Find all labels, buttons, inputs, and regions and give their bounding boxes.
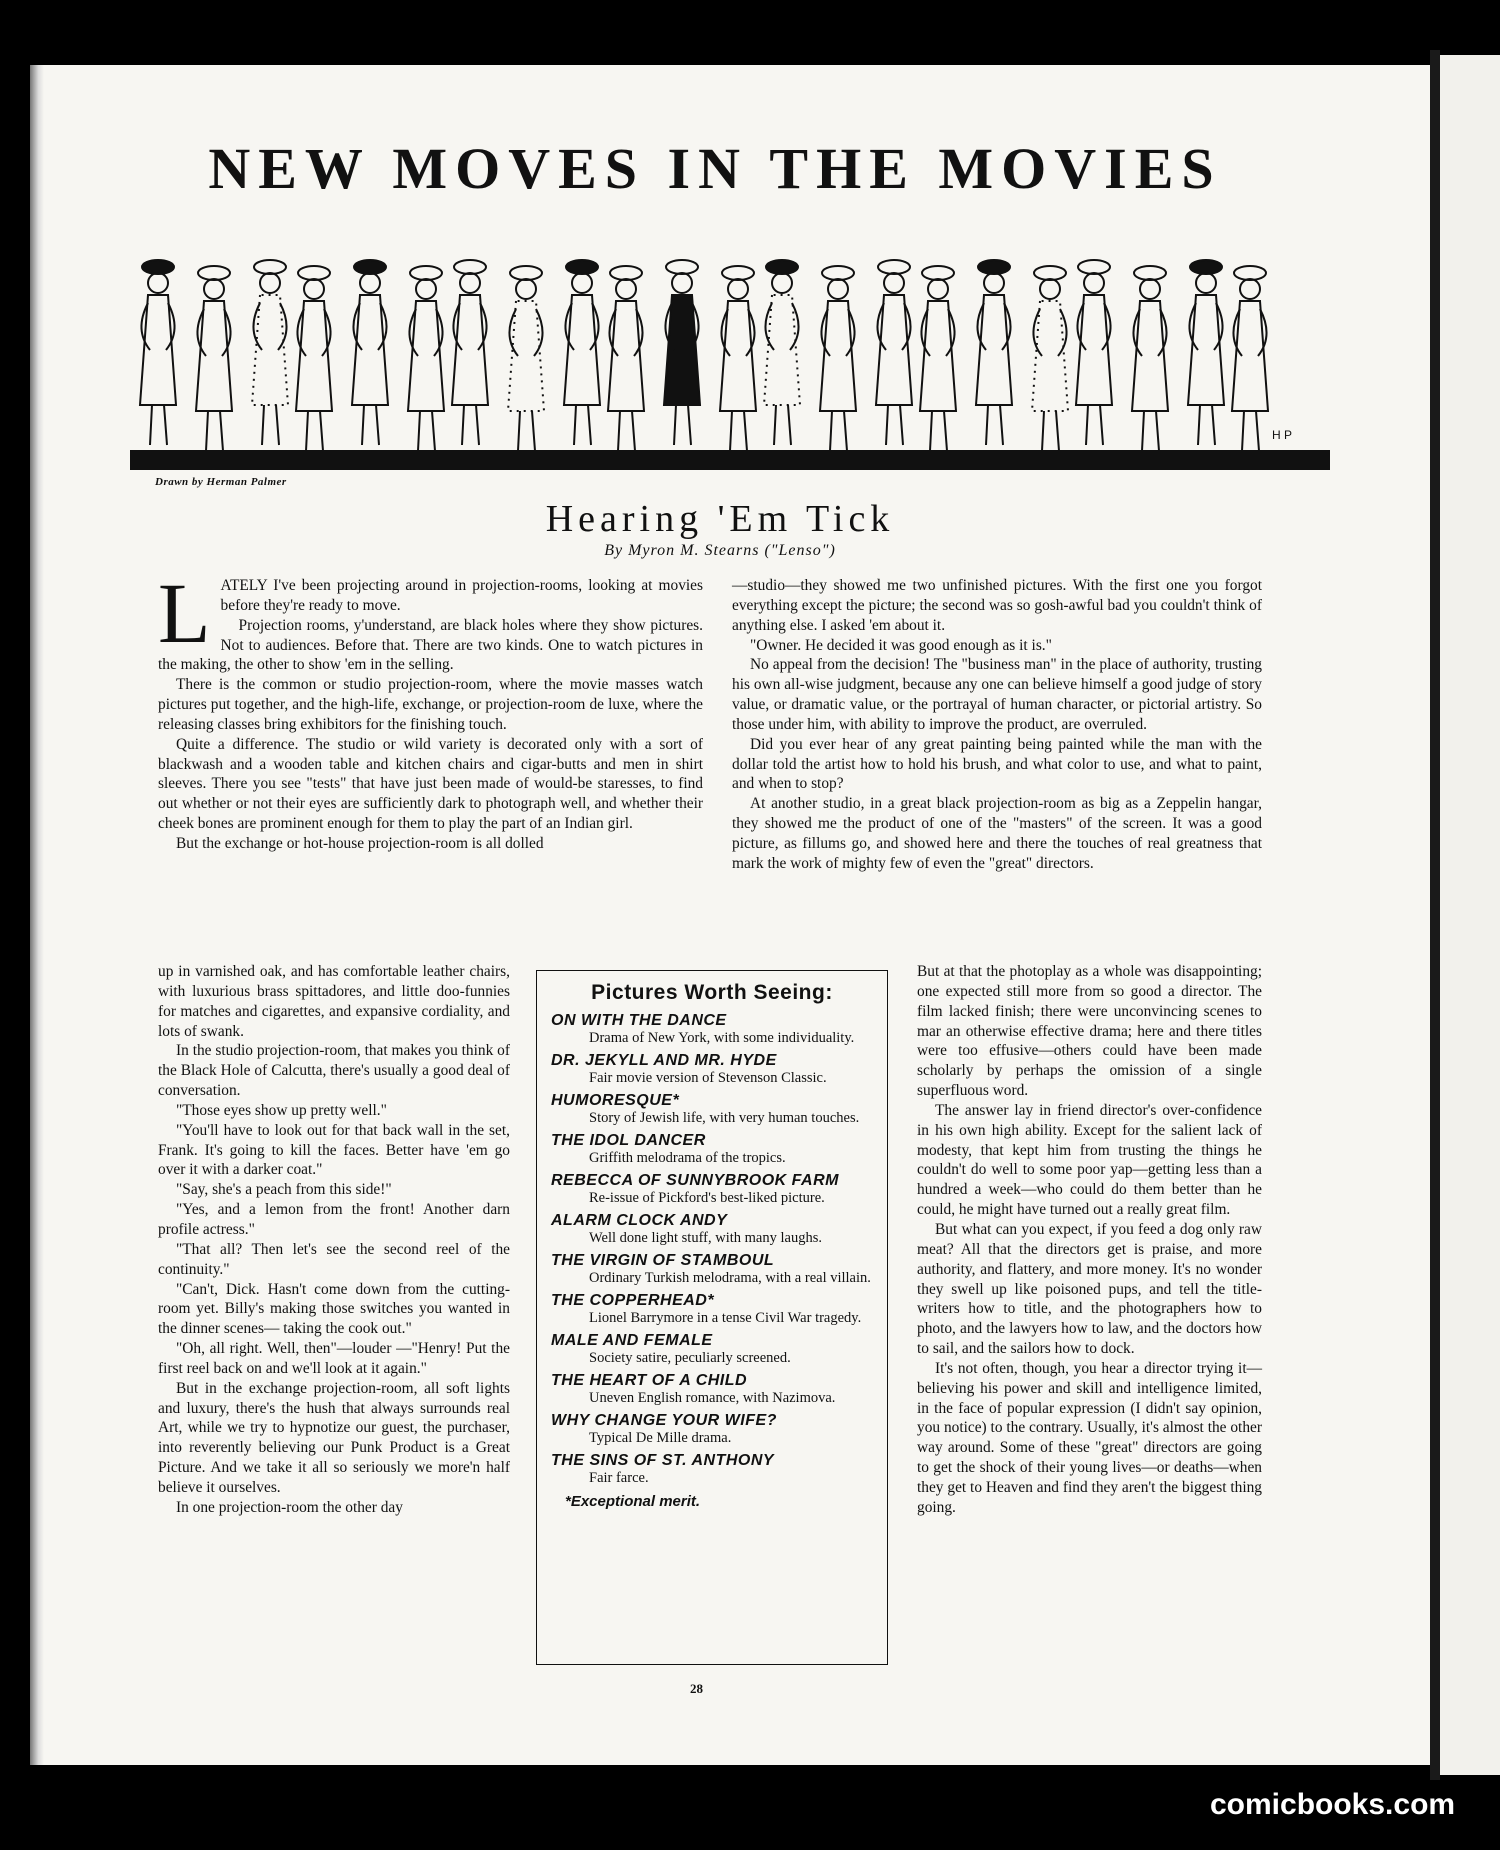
page-number: 28 bbox=[690, 1681, 703, 1696]
facing-page-edge bbox=[1440, 55, 1500, 1775]
right-column bbox=[732, 576, 1262, 874]
sidebar-entry bbox=[551, 1411, 875, 1447]
article-paragraph: —studio—they showed me two unfinished pictures. With the first one you forgot everything except the picture; the second was so gosh-awful bad you couldn't think of anything else. I asked 'em about it. bbox=[732, 577, 1262, 634]
film-title: ON WITH THE DANCE bbox=[551, 1012, 727, 1029]
article-paragraph: "Can't, Dick. Hasn't come down from the cutting-room yet. Billy's making those switches you wanted in the dinner scenes— taking the cook out." bbox=[158, 1280, 510, 1338]
film-title: WHY CHANGE YOUR WIFE? bbox=[551, 1412, 777, 1429]
film-description: Society satire, peculiarly screened. bbox=[589, 1350, 791, 1366]
crowd-figure bbox=[1076, 260, 1112, 445]
crowd-figure bbox=[252, 260, 288, 445]
sidebar-entry bbox=[551, 1051, 875, 1087]
film-description: Fair farce. bbox=[589, 1470, 649, 1486]
film-description: Ordinary Turkish melodrama, with a real villain. bbox=[589, 1270, 871, 1286]
crowd-figure bbox=[764, 260, 800, 445]
crowd-figure bbox=[408, 266, 444, 451]
crowd-figure bbox=[1232, 266, 1268, 451]
film-title: HUMORESQUE* bbox=[551, 1092, 680, 1109]
crowd-figure bbox=[608, 266, 644, 451]
crowd-figure bbox=[976, 260, 1012, 445]
article-paragraph: "Oh, all right. Well, then"—louder —"Henry! Put the first reel back on and we'll look at it again." bbox=[158, 1340, 510, 1377]
article-paragraph: At another studio, in a great black projection-room as big as a Zeppelin hangar, they showed me the product of one of the "masters" of the screen. It was a good picture, as fillums go, and showed here and there the touches of real greatness that mark the work of mighty few of even the "great" directors. bbox=[732, 795, 1262, 872]
illustration-banner bbox=[130, 255, 1330, 470]
illustration-credit: Drawn by Herman Palmer bbox=[155, 476, 287, 488]
crowd-figure bbox=[296, 266, 332, 451]
article-title: Hearing 'Em Tick bbox=[545, 498, 895, 540]
sidebar-entry bbox=[551, 1011, 875, 1047]
sidebar-entry bbox=[551, 1451, 875, 1487]
article-paragraph: "You'll have to look out for that back wall in the set, Frank. It's going to kill the faces. Better have 'em go over it with a darker coat." bbox=[158, 1121, 510, 1179]
crowd-illustration bbox=[130, 255, 1330, 470]
crowd-figure bbox=[452, 260, 488, 445]
film-title: THE HEART OF A CHILD bbox=[551, 1372, 748, 1389]
crowd-figure bbox=[564, 260, 600, 445]
film-title: MALE AND FEMALE bbox=[551, 1332, 713, 1349]
article-paragraph: "Owner. He decided it was good enough as it is." bbox=[750, 636, 1052, 654]
binding-gutter bbox=[1430, 50, 1440, 1780]
film-description: Fair movie version of Stevenson Classic. bbox=[589, 1070, 827, 1086]
film-description: Story of Jewish life, with very human touches. bbox=[589, 1110, 860, 1126]
page-edge-shadow bbox=[30, 65, 44, 1765]
film-title: THE VIRGIN OF STAMBOUL bbox=[551, 1252, 775, 1269]
article-paragraph: "That all? Then let's see the second reel of the continuity." bbox=[158, 1240, 510, 1278]
article-paragraph: It's not often, though, you hear a director trying it—believing his power and skill and intelligence limited, in the face of popular expression (I didn't say opinion, you notice) to the contrary. Usually, it's almost the other way around. Some of these "great" directors are going to get the shock of their young lives—or deaths—when they get to Heaven and find they aren't the biggest thing going. bbox=[917, 1359, 1262, 1516]
left-column bbox=[158, 565, 703, 854]
article-paragraph: LATELY I've been projecting around in projection-rooms, looking at movies before they're ready to move. bbox=[158, 565, 703, 661]
sidebar-entry bbox=[551, 1131, 875, 1167]
film-description: Well done light stuff, with many laughs. bbox=[589, 1230, 822, 1246]
left-narrow-column bbox=[158, 962, 510, 1518]
article-paragraph: No appeal from the decision! The "business man" in the place of authority, trusting his own all-wise judgment, because any one can believe himself a good judge of story value, or dramatic value, or the portrayal of human character, or pictorial artistry. So those under him, with ability to improve the product, are overruled. bbox=[732, 656, 1262, 733]
article-paragraph: up in varnished oak, and has comfortable leather chairs, with luxurious brass spittadores, and little doo-funnies for matches and cigarettes, and expansive cordiality, and lots of swank. bbox=[158, 963, 510, 1040]
article-paragraph: But in the exchange projection-room, all soft lights and luxury, there's the hush that always surrounds real Art, while we try to hypnotize our guest, the purchaser, into reverently believing our Punk Product is a Great Picture. And we take it all so seriously we more'n half believe it ourselves. bbox=[158, 1379, 510, 1496]
article-paragraph: The answer lay in friend director's over-confidence in his own high ability. Except for the salient lack of modesty, that kept him from trusting the things he couldn't do well to some poor yap—getting less than a hundred a week—who could do them better than he could, he might have turned out a really great film. bbox=[917, 1101, 1262, 1219]
masthead-title: NEW MOVES IN THE MOVIES bbox=[208, 136, 1222, 201]
crowd-figure bbox=[1032, 266, 1068, 451]
crowd-figure bbox=[140, 260, 176, 445]
artist-initials: H P bbox=[1271, 428, 1292, 442]
film-description: Drama of New York, with some individuality. bbox=[589, 1030, 855, 1046]
article-paragraph: But what can you expect, if you feed a dog only raw meat? All that the directors get is praise, and more authority, and flattery, and more money. It's no wonder they swell up like poisoned pups, and tell the title-writers how to title, and the photographers how to photo, and the lawyers how to law, and the doctors how to sail, and the sailors how to dock. bbox=[917, 1220, 1262, 1358]
sidebar-entry bbox=[551, 1091, 875, 1127]
article-paragraph: Projection rooms, y'understand, are black holes where they show pictures. Not to audiences. Before that. There are two kinds. One to watch pictures in the making, the other to show 'em in the selling. bbox=[158, 616, 703, 674]
crowd-figure bbox=[820, 266, 856, 451]
article-paragraph: "Say, she's a peach from this side!" bbox=[176, 1181, 392, 1199]
film-description: Typical De Mille drama. bbox=[589, 1430, 732, 1446]
crowd-figure bbox=[664, 260, 700, 445]
sidebar-entry bbox=[551, 1251, 875, 1287]
sidebar-entry bbox=[551, 1331, 875, 1367]
film-description: Griffith melodrama of the tropics. bbox=[589, 1150, 786, 1166]
article-paragraph: There is the common or studio projection-room, where the movie masses watch pictures put together, and the high-life, exchange, or projection-room de luxe, where the releasing classes bring exhibitors for the finishing touch. bbox=[158, 676, 703, 733]
article-paragraph: Did you ever hear of any great painting being painted while the man with the dollar told the artist how to hold his brush, and what color to use, and what to paint, and when to stop? bbox=[732, 735, 1262, 793]
crowd-figure bbox=[720, 266, 756, 451]
crowd-figure bbox=[1132, 266, 1168, 451]
sidebar-entry-list bbox=[537, 1011, 887, 1487]
film-title: THE SINS OF ST. ANTHONY bbox=[551, 1452, 775, 1469]
drop-cap: L bbox=[158, 565, 211, 661]
sidebar-entry bbox=[551, 1171, 875, 1207]
article-paragraph: In one projection-room the other day bbox=[176, 1498, 403, 1516]
sidebar-entry bbox=[551, 1211, 875, 1247]
sidebar-entry bbox=[551, 1371, 875, 1407]
watermark-text: comicbooks.com bbox=[1210, 1788, 1456, 1821]
film-description: Re-issue of Pickford's best-liked picture. bbox=[589, 1190, 825, 1206]
article-byline: By Myron M. Stearns ("Lenso") bbox=[604, 542, 836, 559]
film-title: THE COPPERHEAD* bbox=[551, 1292, 715, 1309]
crowd-figure bbox=[508, 266, 544, 451]
film-title: THE IDOL DANCER bbox=[551, 1132, 706, 1149]
article-paragraph: But the exchange or hot-house projection-room is all dolled bbox=[176, 834, 544, 852]
crowd-figure bbox=[1188, 260, 1224, 445]
article-paragraph: "Those eyes show up pretty well." bbox=[176, 1101, 387, 1119]
sidebar-entry bbox=[551, 1291, 875, 1327]
sidebar-heading: Pictures Worth Seeing: bbox=[591, 981, 833, 1004]
film-description: Lionel Barrymore in a tense Civil War tragedy. bbox=[589, 1310, 862, 1326]
film-title: ALARM CLOCK ANDY bbox=[551, 1212, 728, 1229]
crowd-figure bbox=[196, 266, 232, 451]
article-paragraph: In the studio projection-room, that makes you think of the Black Hole of Calcutta, there's usually a good deal of conversation. bbox=[158, 1042, 510, 1100]
sidebar-footnote: *Exceptional merit. bbox=[565, 1493, 701, 1510]
film-title: REBECCA OF SUNNYBROOK FARM bbox=[551, 1172, 839, 1189]
crowd-figure bbox=[920, 266, 956, 451]
article-paragraph: But at that the photoplay as a whole was disappointing; one expected still more from so good a director. The film lacked finish; there were unconvincing scenes to mar an otherwise effective drama; here and there titles were too effusive—others could have been made scholarly by perhaps the omission of a single superfluous word. bbox=[917, 963, 1262, 1100]
article-paragraph: Quite a difference. The studio or wild variety is decorated only with a sort of blackwash and a wooden table and kitchen chairs and cigar-butts and men in shirt sleeves. There you see "tests" that have just been made of would-be staresses, to find out whether or not their eyes are sufficiently dark to photograph well, and whether their cheek bones are prominent enough for them to play the part of an Indian girl. bbox=[158, 735, 703, 833]
film-description: Uneven English romance, with Nazimova. bbox=[589, 1390, 836, 1406]
illustration-ground-bar bbox=[130, 450, 1330, 470]
article-paragraph: "Yes, and a lemon from the front! Another darn profile actress." bbox=[158, 1201, 510, 1238]
crowd-figure bbox=[876, 260, 912, 445]
crowd-figure bbox=[352, 260, 388, 445]
right-narrow-column bbox=[917, 962, 1262, 1518]
film-title: DR. JEKYLL AND MR. HYDE bbox=[551, 1052, 777, 1069]
pictures-worth-seeing-box bbox=[536, 970, 888, 1665]
